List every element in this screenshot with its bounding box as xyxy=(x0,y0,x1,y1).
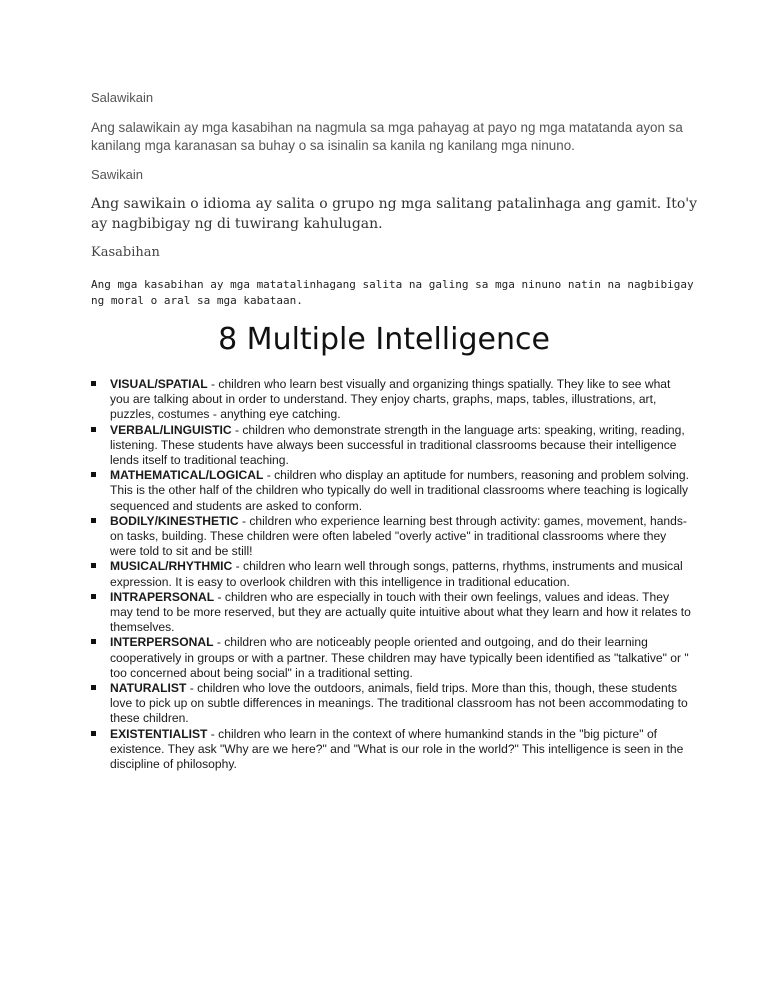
intelligence-description: - children who display an aptitude for numbers, reasoning and problem solving. This is the other half of the children who typically do well in traditional classrooms where teaching is logically sequenced and students are asked to conform. xyxy=(110,468,689,513)
bullet-icon xyxy=(91,518,96,523)
intelligence-description: - children who are noticeably people oriented and outgoing, and do their learning cooperatively in groups or with a partner. These children may have typically been identified as "talkative" or " too concerned about being social" in a traditional setting. xyxy=(110,635,689,680)
intelligence-term: MATHEMATICAL/LOGICAL xyxy=(110,468,264,483)
bullet-icon xyxy=(91,381,96,386)
bullet-icon xyxy=(91,563,96,568)
salawikain-definition: Ang salawikain ay mga kasabihan na nagmula sa mga pahayag at payo ng mga matatanda ayon sa kanilang mga karanasan sa buhay o sa isinalin sa kanila ng kanilang mga ninuno. xyxy=(91,120,683,153)
page-title: 8 Multiple Intelligence xyxy=(218,322,550,357)
bullet-icon xyxy=(91,639,96,644)
intelligence-description: - children who learn well through songs, patterns, rhythms, instruments and musical expression. It is easy to overlook children with this intelligence in traditional education. xyxy=(110,559,683,589)
intelligence-description: - children who love the outdoors, animals, field trips. More than this, though, these students love to pick up on subtle differences in meanings. The traditional classroom has not been accommodating to these children. xyxy=(110,681,688,726)
bullet-icon xyxy=(91,472,96,477)
bullet-icon xyxy=(91,685,96,690)
intelligence-list xyxy=(91,377,691,772)
list-item xyxy=(91,468,691,514)
intelligence-term: INTRAPERSONAL xyxy=(110,589,215,604)
list-item xyxy=(91,635,691,681)
intelligence-description: - children who demonstrate strength in the language arts: speaking, writing, reading, listening. These students have always been successful in traditional classrooms because their intelligence lends itself to traditional teaching. xyxy=(110,422,685,468)
bullet-icon xyxy=(91,731,96,736)
list-item xyxy=(91,727,691,773)
intelligence-term: EXISTENTIALIST xyxy=(110,726,208,741)
intelligence-description: - children who learn in the context of where humankind stands in the "big picture" of existence. They ask "Why are we here?" and "What is our role in the world?" This intelligence is seen in the discipline of philosophy. xyxy=(110,726,684,772)
intelligence-description: - children who learn best visually and organizing things spatially. They like to see what you are talking about in order to understand. They enjoy charts, graphs, maps, tables, illustrations, art, puzzles, costumes - anything eye catching. xyxy=(110,377,671,422)
sawikain-heading: Sawikain xyxy=(91,167,144,182)
list-item xyxy=(91,590,691,636)
intelligence-term: BODILY/KINESTHETIC xyxy=(110,513,239,528)
intelligence-description: - children who experience learning best through activity: games, movement, hands-on tasks, building. These children were often labeled "overly active" in traditional classrooms where they were told to sit and be still! xyxy=(110,513,687,559)
kasabihan-heading: Kasabihan xyxy=(91,245,160,260)
intelligence-term: MUSICAL/RHYTHMIC xyxy=(110,559,233,574)
kasabihan-definition: Ang mga kasabihan ay mga matatalinhagang salita na galing sa mga ninuno natin na nagbibigay ng moral o aral sa mga kabataan. xyxy=(91,278,694,307)
intelligence-description: - children who are especially in touch with their own feelings, values and ideas. They may tend to be more reserved, but they are actually quite intuitive about what they learn and how it relates to themselves. xyxy=(110,589,691,635)
bullet-icon xyxy=(91,594,96,599)
bullet-icon xyxy=(91,427,96,432)
sawikain-definition: Ang sawikain o idioma ay salita o grupo ng mga salitang patalinhaga ang gamit. Ito'y ay nagbibigay ng di tuwirang kahulugan. xyxy=(91,196,698,232)
list-item xyxy=(91,681,691,727)
intelligence-term: VERBAL/LINGUISTIC xyxy=(110,422,232,437)
list-item xyxy=(91,377,691,423)
list-item xyxy=(91,423,691,469)
intelligence-term: VISUAL/SPATIAL xyxy=(110,377,208,391)
salawikain-heading: Salawikain xyxy=(91,90,154,105)
list-item xyxy=(91,514,691,560)
intelligence-term: INTERPERSONAL xyxy=(110,635,214,650)
intelligence-term: NATURALIST xyxy=(110,681,187,696)
list-item xyxy=(91,559,691,589)
